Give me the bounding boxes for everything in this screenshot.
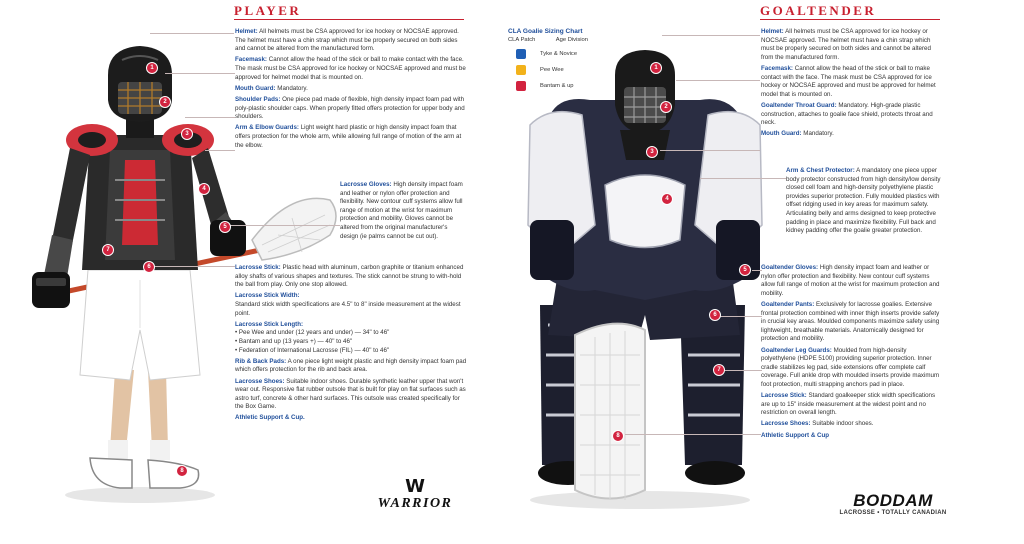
leader-line: [185, 117, 235, 118]
list-item: • Pee Wee and under (12 years and under) — 34" to 46": [235, 329, 390, 337]
spec-mouth-guard: Mouth Guard: Mandatory.: [235, 84, 308, 92]
marker-badge: 3: [646, 146, 658, 158]
boddam-logo-wordmark: BODDAM: [853, 491, 933, 510]
marker-badge: 5: [739, 264, 751, 276]
spec-leg-guards: Goaltender Leg Guards: Moulded from high-density polyethylene (HDPE 5100) providing superior protection. Inner cradle stabilizes leg pad, side extensions offer complete calf coverage. Full ankle drop with moulded inserts provide maximum foot protection, multi strapping anchors pad in place.: [761, 346, 940, 388]
warrior-logo-mark: W: [405, 476, 425, 497]
goaltender-spec-list-lower: [761, 264, 942, 443]
leader-line: [625, 434, 761, 435]
warrior-logo-wordmark: WARRIOR: [377, 496, 453, 511]
list-item: • Federation of International Lacrosse (FIL) — 40" to 46": [235, 346, 390, 354]
marker-badge: 1: [650, 62, 662, 74]
marker-badge: 8: [176, 465, 188, 477]
leader-line: [676, 80, 760, 81]
spec-arm-elbow-guards: Arm & Elbow Guards: Light weight hard plastic or high density impact foam that offers protection for the whole arm, while allowing full range of motion of the arm at the elbow.: [235, 124, 462, 149]
spec-rib-back-pads: Rib & Back Pads: A one piece light weight plastic and high density impact foam pad which offers protection for the rib and back area.: [235, 357, 467, 374]
list-item: • Bantam and up (13 years +) — 40" to 46": [235, 337, 353, 345]
leader-line: [700, 178, 786, 179]
marker-badge: 1: [146, 62, 158, 74]
leader-line: [722, 370, 762, 371]
leader-line: [150, 33, 234, 34]
marker-badge: 3: [181, 128, 193, 140]
player-spec-list-lower: [235, 264, 467, 426]
spec-athletic-support: Athletic Support & Cup.: [235, 414, 305, 422]
spec-goaltender-pants: Goaltender Pants: Exclusively for lacrosse goalies. Extensive frontal protection combined with inner thigh inserts provide safety in crucial key areas. Moulded components maximize safety using lightweight, breathable materials. Anatomically designed for protection and mobility.: [761, 300, 940, 343]
marker-badge: 5: [219, 221, 231, 233]
marker-badge: 2: [159, 96, 171, 108]
spec-stick-length: Lacrosse Stick Length: • Pee Wee and under (12 years and under) — 34" to 46" • Bantam and up (13 years +) — 40" to 46" • Federation of International Lacrosse (FIL) — 40" to 46": [235, 321, 467, 355]
leader-line: [662, 35, 760, 36]
spec-lacrosse-shoes: Lacrosse Shoes: Suitable indoor shoes.: [761, 420, 874, 428]
spec-arm-chest-protector: Arm & Chest Protector: A mandatory one piece upper body protector constructed from high density/low density closed cell foam and high-density polyethylene plastic provides superior protection. Fully moulded plastics with offset ridging used in key areas for maximum safety. Articulating belly and arms designed to keep protective padding in place and maximize flexibility. Full back and kidney padding offer the goalie greater protection.: [786, 167, 941, 235]
goaltender-spec-list: [761, 28, 941, 142]
marker-badge: 4: [198, 183, 210, 195]
age-division-label: Tyke & Novice: [540, 51, 578, 57]
spec-shoulder-pads: Shoulder Pads: One piece pad made of flexible, high density impact foam pad with poly-plastic shoulder caps. When properly fitted offers protection for upper body and shoulders.: [235, 95, 465, 121]
spec-mouth-guard: Mouth Guard: Mandatory.: [761, 130, 834, 138]
spec-athletic-support: Athletic Support & Cup: [761, 431, 830, 439]
leader-line: [660, 150, 760, 151]
marker-badge: 7: [102, 244, 114, 256]
goaltender-figure: [520, 45, 780, 515]
sizing-chart-header: [508, 37, 588, 43]
player-gloves-spec: [340, 181, 466, 244]
spec-stick-width: Lacrosse Stick Width: Standard stick width specifications are 4.5" to 8" inside measurement at the widest point.: [235, 292, 461, 317]
sizing-chart-title: CLA Goalie Sizing Chart: [508, 28, 583, 35]
spec-lacrosse-shoes: Lacrosse Shoes: Suitable indoor shoes. Durable synthetic leather upper that won't wear out. Responsive flat rubber outsole that is built for play on flat surfaces such as astro turf, concrete & other hard surfaces. This outsole was created specifically for the Box Game.: [235, 377, 466, 411]
player-heading: PLAYER: [234, 3, 302, 18]
marker-badge: 4: [661, 193, 673, 205]
marker-badge: 8: [612, 430, 624, 442]
spec-lacrosse-gloves: Lacrosse Gloves: High density impact foam and leather or nylon offer protection and flexibility. New contour cuff systems allow full range of motion at the wrist for maximum protection and mobility. Gloves cannot be altered from the original manufacturer's design (ie palms cannot be cut out).: [340, 181, 463, 240]
spec-facemask: Facemask: Cannot allow the head of the stick or ball to make contact with the face. The mask must be CSA approved for ice hockey or NOCSAE approved and must be approved for helmet model that is mounted on.: [235, 56, 466, 81]
marker-badge: 6: [709, 309, 721, 321]
leader-line: [717, 316, 762, 317]
goaltender-chest-spec: [786, 167, 942, 238]
leader-line: [155, 266, 235, 267]
spec-facemask: Facemask: Cannot allow the head of the stick or ball to make contact with the face. The mask must be CSA approved for ice hockey or NOCSAE approved and must be approved for helmet model that is mounted on.: [761, 64, 936, 98]
spec-goalie-stick: Lacrosse Stick: Standard goalkeeper stick width specifications are up to 15" inside measurement at the widest point and no restriction on overall length.: [761, 392, 936, 417]
goaltender-heading-rule: [760, 19, 940, 20]
player-heading-rule: [234, 19, 464, 20]
sizing-chart-col-age: Age Division: [555, 37, 588, 43]
warrior-logo: [360, 478, 470, 518]
boddam-logo: [838, 492, 948, 522]
spec-throat-guard: Goaltender Throat Guard: Mandatory. High-grade plastic construction, attaches to goalie face shield, protects throat and neck.: [761, 101, 933, 127]
spec-helmet: Helmet: All helmets must be CSA approved for ice hockey or NOCSAE approved. The helmet must have a chin strap which must be properly secured on both sides and cannot be altered from the manufactured form.: [235, 28, 459, 53]
goaltender-heading: GOALTENDER: [760, 3, 877, 18]
marker-badge: 2: [660, 101, 672, 113]
spec-goaltender-gloves: Goaltender Gloves: High density impact foam and leather or nylon offer protection and flexibility. New contour cuff systems allow full range of motion at the wrist for maximum protection and mobility.: [761, 264, 940, 297]
player-spec-list: [235, 28, 467, 153]
marker-badge: 7: [713, 364, 725, 376]
sizing-chart-col-patch: CLA Patch: [508, 37, 536, 43]
leader-line: [205, 150, 235, 151]
age-division-label: Bantam & up: [540, 83, 574, 89]
boddam-logo-tagline: LACROSSE • TOTALLY CANADIAN: [839, 510, 947, 516]
spec-lacrosse-stick: Lacrosse Stick: Plastic head with aluminum, carbon graphite or titanium enhanced alloy shafts of various shapes and textures. The stick cannot be strung to with-hold the ball from play. Only one stop allowed.: [235, 264, 464, 289]
leader-line: [165, 73, 235, 74]
spec-helmet: Helmet: All helmets must be CSA approved for ice hockey or NOCSAE approved. The helmet must have a chin strap which must be properly secured on both sides and cannot be altered from the manufactured form.: [761, 28, 931, 61]
age-division-label: Pee Wee: [540, 67, 564, 73]
marker-badge: 6: [143, 261, 155, 273]
leader-line: [230, 225, 340, 226]
